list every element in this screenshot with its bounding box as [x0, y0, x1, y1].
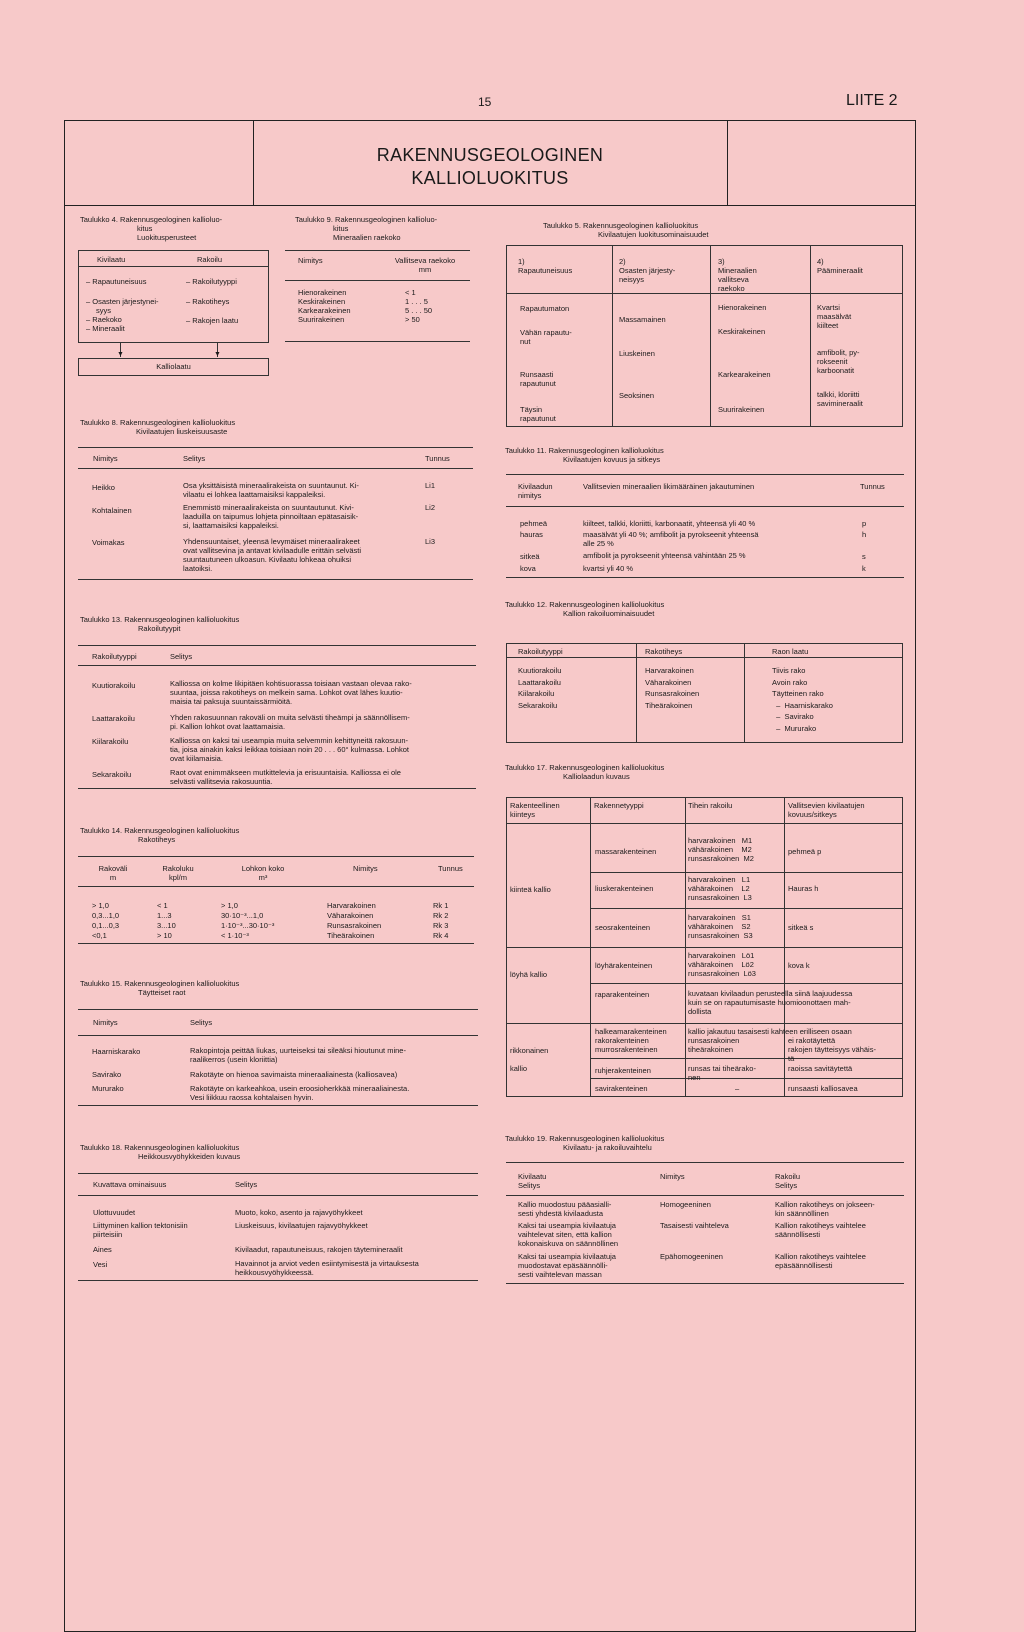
- table13-desc: Raot ovat enimmäkseen mutkittelevia ja erisuuntaisia. Kalliossa ei ole selvästi vallitsevia rakosuuntia.: [170, 768, 401, 786]
- table15-name: Haarniskarako: [92, 1047, 141, 1056]
- divider: [506, 1023, 903, 1024]
- divider: [78, 943, 474, 944]
- divider: [506, 474, 904, 475]
- table17-type: seosrakenteinen: [595, 923, 651, 932]
- divider: [506, 506, 904, 507]
- caption-line: Täytteiset raot: [138, 988, 186, 997]
- table8-name: Heikko: [92, 483, 115, 492]
- row-value: 5 . . . 50: [405, 306, 433, 315]
- table11-desc: maasälvät yli 40 %; amfibolit ja pyrokseenit yhteensä alle 25 %: [583, 530, 759, 548]
- table14-header: Tunnus: [438, 864, 463, 873]
- table14-col: Harvarakoinen Väharakoinen Runsasrakoinen Tiheärakoinen: [327, 901, 382, 940]
- table19-desc: Kaksi tai useampia kivilaatuja muodostavat epäsäännölli- sesti vaihtelevan massan: [518, 1252, 616, 1279]
- table11-name: kova: [520, 564, 536, 573]
- caption-line: Taulukko 11. Rakennusgeologinen kallioluokitus: [505, 446, 664, 455]
- table17-rak: harvarakoinen M1 vähärakoinen M2 runsasrakoinen M2: [688, 836, 754, 863]
- table17-header: Tihein rakoilu: [688, 801, 733, 810]
- table8-header: Nimitys: [93, 454, 118, 463]
- table17-kov: pehmeä p: [788, 847, 822, 856]
- table11-desc: amfibolit ja pyrokseenit yhteensä vähintään 25 %: [583, 551, 746, 560]
- table11-name: sitkeä: [520, 552, 540, 561]
- page-title: [64, 144, 916, 190]
- table4-item: – Osasten järjestynei-: [86, 297, 159, 306]
- table17-rak: runsas tai tiheärako- nen: [688, 1064, 756, 1082]
- table5-cell: Liuskeinen: [619, 349, 655, 358]
- table11-code: s: [862, 552, 866, 561]
- table8-caption: [80, 418, 235, 436]
- divider: [285, 280, 470, 281]
- caption-line: Kalliolaadun kuvaus: [563, 772, 630, 781]
- table13-name: Sekarakoilu: [92, 770, 132, 779]
- table8-code: Li1: [425, 481, 436, 490]
- caption-line: Taulukko 12. Rakennusgeologinen kallioluokitus: [505, 600, 665, 609]
- table11-caption: [505, 446, 664, 464]
- table19-header: Nimitys: [660, 1172, 685, 1181]
- table17-type: löyhärakenteinen: [595, 961, 653, 970]
- table17-type: halkeamarakenteinen rakorakenteinen murrosrakenteinen: [595, 1027, 667, 1054]
- arrow-down-icon: ▼: [117, 351, 124, 358]
- table18-caption: [80, 1143, 240, 1161]
- divider: [78, 1173, 478, 1174]
- caption-line: Kallion rakoiluominaisuudet: [563, 609, 655, 618]
- table5-cell: Vähän rapautu- nut: [520, 328, 572, 346]
- table5-cell: Rapautumaton: [520, 304, 570, 313]
- table8-name: Kohtalainen: [92, 506, 132, 515]
- table17-kov: raoissa savitäytettä: [788, 1064, 853, 1073]
- table5-cell: talkki, kloriitti savimineraalit: [817, 390, 863, 408]
- header-line: mm: [418, 265, 432, 274]
- divider: [78, 665, 476, 666]
- table9-caption: [295, 215, 437, 242]
- caption-line: Kivilaatujen luokitusominaisuudet: [598, 230, 709, 239]
- table19-desc: Kallion rakotiheys vaihtelee säännöllisesti: [775, 1221, 866, 1239]
- table17-kov: Hauras h: [788, 884, 819, 893]
- table17-caption: [505, 763, 664, 781]
- table8-desc: Yhdensuuntaiset, yleensä levymäiset mineraalirakeet ovat vallitsevina ja antavat kivilaadulle erittäin selvästi suuntautuneen ulkoasun. Kivilaatu lohkeaa ohuiksi laatoiksi.: [183, 537, 362, 573]
- table12-caption: [505, 600, 664, 618]
- table11-header: Kivilaadun nimitys: [518, 482, 553, 500]
- divider: [590, 908, 903, 909]
- table13-desc: Yhden rakosuunnan rakoväli on muita selvästi tiheämpi ja säännöllisem- pi. Kallion lohkot ovat laattamaisia.: [170, 713, 410, 731]
- table17-type: ruhjerakenteinen: [595, 1066, 651, 1075]
- divider: [710, 245, 711, 427]
- table15-desc: Rakopintoja peittää liukas, uurteiseksi tai sileäksi hioutunut mine- raalikerros (usein kloriittia): [190, 1046, 406, 1064]
- divider: [78, 1009, 478, 1010]
- table4-result-label: Kalliolaatu: [156, 362, 191, 371]
- caption-line: Taulukko 13. Rakennusgeologinen kallioluokitus: [80, 615, 240, 624]
- page-number: 15: [478, 95, 492, 109]
- row-name: Keskirakeinen: [298, 297, 346, 306]
- table8-header: Selitys: [183, 454, 206, 463]
- table5-header: 4) Päämineraalit: [817, 257, 863, 275]
- table17-kov: runsaasti kalliosavea: [788, 1084, 858, 1093]
- table4-item: – Rapautuneisuus: [86, 277, 147, 286]
- table18-header: Kuvattava ominaisuus: [93, 1180, 167, 1189]
- table4-item: – Rakotiheys: [186, 297, 230, 306]
- title-line: KALLIOLUOKITUS: [411, 168, 569, 188]
- table5-cell: Karkearakeinen: [718, 370, 771, 379]
- table17-kov: kova k: [788, 961, 810, 970]
- table5-cell: Hienorakeinen: [718, 303, 767, 312]
- table11-name: pehmeä: [520, 519, 548, 528]
- table17-rak: kuvataan kivilaadun perusteella siinä laajuudessa kuin se on rapautumisaste huomioonottaen mah- dollista: [688, 989, 853, 1016]
- table17-header: Vallitsevien kivilaatujen kovuus/sitkeys: [788, 801, 865, 819]
- table13-name: Kuutiorakoilu: [92, 681, 136, 690]
- table19-name: Homogeeninen: [660, 1200, 711, 1209]
- table18-name: Vesi: [93, 1260, 108, 1269]
- caption-line: Taulukko 5. Rakennusgeologinen kallioluokitus: [543, 221, 699, 230]
- divider: [78, 1195, 478, 1196]
- divider: [810, 245, 811, 427]
- divider: [78, 645, 476, 646]
- row-name: Suurirakeinen: [298, 315, 345, 324]
- divider: [506, 1283, 904, 1284]
- table8-code: Li2: [425, 503, 436, 512]
- caption-line: Luokitusperusteet: [137, 233, 197, 242]
- table19-name: Epähomogeeninen: [660, 1252, 723, 1261]
- row-name: Hienorakeinen: [298, 288, 347, 297]
- table8-code: Li3: [425, 537, 436, 546]
- table5-cell: Kvartsi maasälvät kiilteet: [817, 303, 852, 330]
- table11-name: hauras: [520, 530, 543, 539]
- table19-caption: [505, 1134, 664, 1152]
- table13-caption: [80, 615, 239, 633]
- table15-caption: [80, 979, 239, 997]
- title-line: RAKENNUSGEOLOGINEN: [376, 145, 604, 165]
- table13-name: Laattarakoilu: [92, 714, 135, 723]
- table14-caption: [80, 826, 239, 844]
- table8-desc: Osa yksittäisistä mineraalirakeista on suuntaunut. Ki- vilaatu ei lohkea laattamaisiksi kappaleiksi.: [183, 481, 359, 499]
- table5-header: 1) Rapautuneisuus: [518, 257, 573, 275]
- table18-header: Selitys: [235, 1180, 258, 1189]
- table11-header: Vallitsevien mineraalien likimääräinen jakautuminen: [583, 482, 755, 491]
- divider: [506, 293, 903, 294]
- table17-rak: harvarakoinen Lö1 vähärakoinen Lö2 runsasrakoinen Lö3: [688, 951, 756, 978]
- table5-header: 2) Osasten järjesty- neisyys: [619, 257, 676, 284]
- table18-desc: Kivilaadut, rapautuneisuus, rakojen täytemineraalit: [235, 1245, 403, 1254]
- divider: [506, 577, 904, 578]
- table18-name: Aines: [93, 1245, 112, 1254]
- divider: [612, 245, 613, 427]
- divider: [78, 788, 476, 789]
- table4-item: – Rakojen laatu: [186, 316, 239, 325]
- table19-desc: Kallio muodostuu pääasialli- sesti yhdestä kivilaadusta: [518, 1200, 612, 1218]
- caption-line: Rakotiheys: [138, 835, 176, 844]
- table12-header: Rakotiheys: [645, 647, 683, 656]
- table17-type: raparakenteinen: [595, 990, 650, 999]
- table8-header: Tunnus: [425, 454, 450, 463]
- caption-line: Taulukko 15. Rakennusgeologinen kallioluokitus: [80, 979, 240, 988]
- table17-group: rikkonainen kallio: [510, 1046, 549, 1073]
- table12-col: Tiivis rako Avoin rako Täytteinen rako – Haarniskarako – Savirako – Mururako: [772, 666, 833, 733]
- divider: [590, 872, 903, 873]
- table17-type: liuskerakenteinen: [595, 884, 654, 893]
- table17-rak: kallio jakautuu tasaisesti kahteen erilliseen osaan runsasrakoinen tiheärakoinen: [688, 1027, 852, 1054]
- divider: [506, 947, 903, 948]
- row-name: Karkearakeinen: [298, 306, 351, 315]
- table4-item: – Raekoko: [86, 315, 122, 324]
- table13-header: Selitys: [170, 652, 193, 661]
- caption-line: Rakoilutyypit: [138, 624, 181, 633]
- caption-line: Mineraalien raekoko: [333, 233, 401, 242]
- table5-cell: Täysin rapautunut: [520, 405, 556, 423]
- table14-header: Lohkon koko m³: [241, 864, 285, 882]
- table12-col: Kuutiorakoilu Laattarakoilu Kiilarakoilu Sekarakoilu: [518, 666, 562, 710]
- divider: [636, 643, 637, 743]
- divider: [285, 250, 470, 251]
- divider: [78, 1035, 478, 1036]
- caption-line: Taulukko 8. Rakennusgeologinen kallioluokitus: [80, 418, 236, 427]
- caption-line: Heikkousvyöhykkeiden kuvaus: [138, 1152, 241, 1161]
- divider: [78, 579, 473, 580]
- table17-rak: harvarakoinen L1 vähärakoinen L2 runsasrakoinen L3: [688, 875, 752, 902]
- table19-name: Tasaisesti vaihteleva: [660, 1221, 729, 1230]
- table11-code: p: [862, 519, 867, 528]
- table5-header: 3) Mineraalien vallitseva raekoko: [718, 257, 757, 293]
- divider: [78, 1105, 478, 1106]
- table14-col: > 1,0 0,3...1,0 0,1...0,3 <0,1: [92, 901, 120, 940]
- table11-code: h: [862, 530, 867, 539]
- caption-line: Kivilaatujen liuskeisuusaste: [136, 427, 228, 436]
- table17-group: kiinteä kallio: [510, 885, 551, 894]
- divider: [506, 823, 903, 824]
- table17-rak: –: [735, 1084, 740, 1093]
- row-value: < 1: [405, 288, 416, 297]
- table14-header: Rakoluku kpl/m: [162, 864, 194, 882]
- caption-line: Taulukko 4. Rakennusgeologinen kallioluo-: [80, 215, 223, 224]
- table17-header: Rakennetyyppi: [594, 801, 644, 810]
- table11-desc: kvartsi yli 40 %: [583, 564, 634, 573]
- divider: [744, 643, 745, 743]
- table14-col: > 1,0 30·10⁻³...1,0 1·10⁻³...30·10⁻³ < 1·10⁻³: [221, 901, 275, 940]
- table5-cell: Keskirakeinen: [718, 327, 766, 336]
- caption-line: Taulukko 14. Rakennusgeologinen kallioluokitus: [80, 826, 240, 835]
- table5-cell: amfibolit, py- rokseenit karboonatit: [817, 348, 860, 375]
- table11-header: Tunnus: [860, 482, 885, 491]
- table12-header: Rakoilutyyppi: [518, 647, 563, 656]
- table17-type: massarakenteinen: [595, 847, 657, 856]
- table12-col: Harvarakoinen Väharakoinen Runsasrakoinen Tiheärakoinen: [645, 666, 700, 710]
- table8-name: Voimakas: [92, 538, 125, 547]
- table4-header-kivilaatu: Kivilaatu: [97, 255, 126, 264]
- table9-header: [380, 256, 470, 274]
- table13-desc: Kalliossa on kaksi tai useampia muita selvemmin kehittyneitä rakosuun- tia, joisa ainakin kaksi leikkaa toisiaan noin 20 . . . 60° kulmassa. Lohkot ovat kiilamaisia.: [170, 736, 409, 763]
- row-value: > 50: [405, 315, 420, 324]
- table4-item: – Rakoilutyyppi: [186, 277, 237, 286]
- caption-line: kitus: [137, 224, 153, 233]
- table19-header: Kivilaatu Selitys: [518, 1172, 547, 1190]
- table17-kov: ei rakotäytettä rakojen täytteisyys vähäis- tä: [788, 1036, 876, 1063]
- table18-name: Ulottuvuudet: [93, 1208, 136, 1217]
- table19-header: Rakoilu Selitys: [775, 1172, 801, 1190]
- table12-header: Raon laatu: [772, 647, 809, 656]
- table4-item: syys: [96, 306, 111, 315]
- table17-header: Rakenteellinen kiinteys: [510, 801, 560, 819]
- divider: [78, 266, 269, 267]
- table17-rak: harvarakoinen S1 vähärakoinen S2 runsasrakoinen S3: [688, 913, 753, 940]
- table17-kov: sitkeä s: [788, 923, 814, 932]
- divider: [78, 468, 473, 469]
- caption-line: Taulukko 9. Rakennusgeologinen kallioluo-: [295, 215, 438, 224]
- table5-cell: Seoksinen: [619, 391, 655, 400]
- table5-cell: Massamainen: [619, 315, 666, 324]
- divider: [78, 1280, 478, 1281]
- divider: [506, 657, 903, 658]
- table5-cell: Suurirakeinen: [718, 405, 765, 414]
- table14-col: < 1 1...3 3...10 > 10: [157, 901, 176, 940]
- divider: [78, 447, 473, 448]
- caption-line: kitus: [333, 224, 349, 233]
- appendix-label: LIITE 2: [846, 92, 898, 109]
- table4-item: – Mineraalit: [86, 324, 125, 333]
- title-box: [64, 120, 916, 206]
- table13-header: Rakoilutyyppi: [92, 652, 137, 661]
- table9-names: [298, 288, 351, 324]
- divider: [590, 983, 903, 984]
- caption-line: Kivilaatu- ja rakoiluvaihtelu: [563, 1143, 652, 1152]
- header-line: Vallitseva raekoko: [394, 256, 456, 265]
- table9-values: [405, 288, 432, 324]
- table13-desc: Kalliossa on kolme likipitäen kohtisuorassa toisiaan vastaan olevaa rako- suuntaa, joissa rakotiheys on melkein sama. Lohkot ovat lähes kuutio- maisia tai paksuja suuntaissärmiöitä.: [170, 679, 412, 706]
- table19-desc: Kallion rakotiheys vaihtelee epäsäännöllisesti: [775, 1252, 866, 1270]
- table15-desc: Rakotäyte on hienoa savimaista mineraaliainesta (kalliosavea): [190, 1070, 398, 1079]
- table13-name: Kiilarakoilu: [92, 737, 129, 746]
- table18-desc: Muoto, koko, asento ja rajavyöhykkeet: [235, 1208, 363, 1217]
- table5-caption: [543, 221, 708, 239]
- table19-desc: Kaksi tai useampia kivilaatuja vaihtelevat siten, että kallion kokonaiskuva on säännöllinen: [518, 1221, 619, 1248]
- table14-header: Rakoväli m: [98, 864, 128, 882]
- caption-line: Taulukko 19. Rakennusgeologinen kallioluokitus: [505, 1134, 665, 1143]
- table15-name: Mururako: [92, 1084, 124, 1093]
- arrow-down-icon: ▼: [214, 351, 221, 358]
- table18-desc: Havainnot ja arviot veden esiintymisestä ja virtauksesta heikkousvyöhykkeessä.: [235, 1259, 419, 1277]
- divider: [506, 1162, 904, 1163]
- table15-header: Nimitys: [93, 1018, 118, 1027]
- caption-line: Taulukko 18. Rakennusgeologinen kallioluokitus: [80, 1143, 240, 1152]
- table5-cell: Runsaasti rapautunut: [520, 370, 556, 388]
- table11-code: k: [862, 564, 866, 573]
- table17-type: savirakenteinen: [595, 1084, 648, 1093]
- table4-caption: [80, 215, 222, 242]
- table4-header-rakoilu: Rakoilu: [197, 255, 223, 264]
- divider: [506, 1195, 904, 1196]
- table8-desc: Enemmistö mineraalirakeista on suuntautunut. Kivi- laaduilla on taipumus lohjeta pinnoiltaan epätasaisik- si, laattamaisiksi kappaleiksi.: [183, 503, 359, 530]
- table17-group: löyhä kallio: [510, 970, 548, 979]
- table18-name: Liittyminen kallion tektonisiin piirteisiin: [93, 1221, 188, 1239]
- divider: [78, 856, 474, 857]
- divider: [285, 341, 470, 342]
- caption-line: Taulukko 17. Rakennusgeologinen kallioluokitus: [505, 763, 665, 772]
- table9-header: Nimitys: [298, 256, 323, 265]
- caption-line: Kivilaatujen kovuus ja sitkeys: [563, 455, 661, 464]
- table14-header: Nimitys: [353, 864, 378, 873]
- table19-desc: Kallion rakotiheys on jokseen- kin säännöllinen: [775, 1200, 875, 1218]
- table15-desc: Rakotäyte on karkeahkoa, usein eroosioherkkää mineraaliainesta. Vesi liikkuu raossa kohtalaisen hyvin.: [190, 1084, 410, 1102]
- row-value: 1 . . . 5: [405, 297, 428, 306]
- table12-box: [506, 643, 903, 743]
- table18-desc: Liuskeisuus, kivilaatujen rajavyöhykkeet: [235, 1221, 368, 1230]
- table14-col: Rk 1 Rk 2 Rk 3 Rk 4: [433, 901, 449, 940]
- table11-desc: kiilteet, talkki, kloriitti, karbonaatit, yhteensä yli 40 %: [583, 519, 756, 528]
- table15-name: Savirako: [92, 1070, 122, 1079]
- table15-header: Selitys: [190, 1018, 213, 1027]
- divider: [78, 886, 474, 887]
